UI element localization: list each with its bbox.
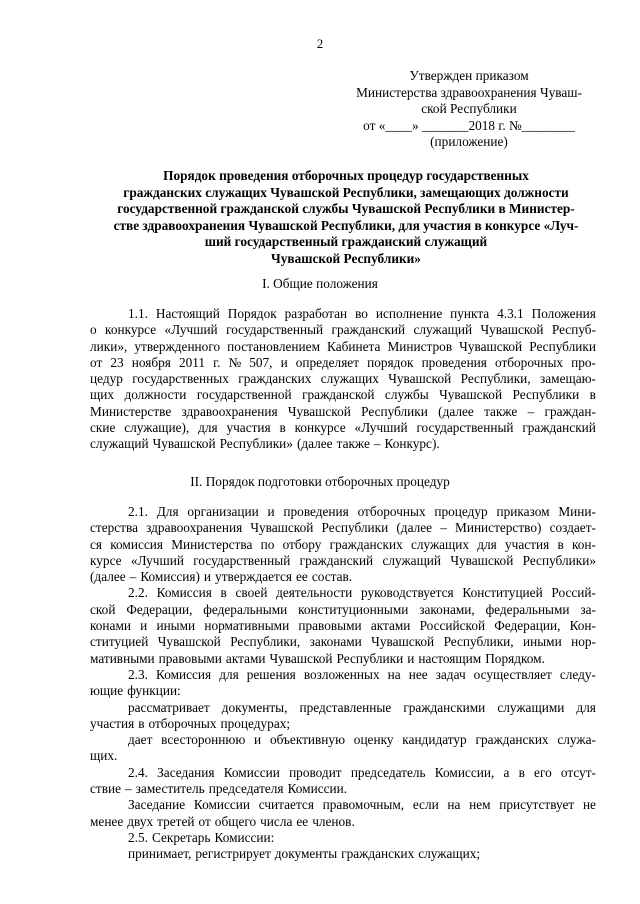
text-line: ющие функции: xyxy=(90,683,181,699)
text-line: щих должности государственной гражданской службы Чувашской Республики в xyxy=(90,387,596,403)
text-line: ституцией Чувашской Республики, законами Чувашской Республики, иными нор- xyxy=(90,634,596,650)
title-line: ший государственный гражданский служащий xyxy=(204,234,488,250)
section1-body xyxy=(90,306,596,453)
text-line: ствие – заместитель председателя Комиссии. xyxy=(90,781,348,797)
text-line: лики», утвержденного постановлением Кабинета Министров Чувашской Республики xyxy=(90,338,596,354)
approval-line: (приложение) xyxy=(430,134,508,149)
text-line: стерства здравоохранения Чувашской Республики (далее – Министерство) создает- xyxy=(90,520,596,536)
title-line: гражданских служащих Чувашской Республики, замещающих должности xyxy=(123,184,569,200)
text-line: мативными правовыми актами Чувашской Республики и настоящим Порядком. xyxy=(90,650,545,666)
text-line: ской Федерации, федеральными конституционными законами, федеральными за- xyxy=(90,601,596,617)
text-line: Заседание Комиссии считается правомочным, если на нем присутствует не xyxy=(128,797,596,813)
text-line: ские служащие), для участия в конкурсе «Лучший государственный гражданский xyxy=(90,420,596,436)
title-line: Порядок проведения отборочных процедур государственных xyxy=(163,168,529,183)
text-line: ся комиссия Министерства по отбору гражданских служащих для участия в кон- xyxy=(90,536,596,552)
text-line: курсе «Лучший государственный гражданский служащий Чувашской Республики» xyxy=(90,552,596,568)
section2-body xyxy=(90,504,596,863)
approval-line: ской Республики xyxy=(421,101,517,116)
section1-heading: I. Общие положения xyxy=(262,276,378,291)
text-line: менее двух третей от общего числа ее членов. xyxy=(90,813,355,829)
text-line: 2.2. Комиссия в своей деятельности руководствуется Конституцией Россий- xyxy=(128,585,596,601)
text-line: щих. xyxy=(90,748,118,764)
document-title xyxy=(96,168,596,268)
text-line: 2.4. Заседания Комиссии проводит председатель Комиссии, а в его отсут- xyxy=(128,764,596,780)
text-line: о конкурсе «Лучший государственный гражданский служащий Чувашской Респуб- xyxy=(90,322,596,338)
text-line: 2.3. Комиссия для решения возложенных на нее задач осуществляет следу- xyxy=(128,666,596,682)
text-line: участия в отборочных процедурах; xyxy=(90,715,291,731)
text-line: цедур государственных гражданских служащих Чувашской Республики, замещаю- xyxy=(90,371,596,387)
text-line: 2.5. Секретарь Комиссии: xyxy=(128,829,275,845)
text-line: служащий Чувашской Республики» (далее также – Конкурс). xyxy=(90,436,440,452)
text-line: от 23 ноября 2011 г. № 507, и определяет порядок проведения отборочных про- xyxy=(90,354,596,370)
text-line: Министерстве здравоохранения Чувашской Республики (далее также – граждан- xyxy=(90,403,596,419)
page-number: 2 xyxy=(316,36,324,51)
text-line: 2.1. Для организации и проведения отборочных процедур приказом Мини- xyxy=(128,504,596,519)
section2-heading: II. Порядок подготовки отборочных процедур xyxy=(190,474,450,489)
title-line: стве здравоохранения Чувашской Республики, для участия в конкурсе «Луч- xyxy=(113,217,579,233)
approval-line: от «____» _______2018 г. №________ xyxy=(363,117,575,133)
title-line: Чувашской Республики» xyxy=(271,250,421,266)
text-line: (далее – Комиссия) и утверждается ее состав. xyxy=(90,569,353,585)
text-line: рассматривает документы, представленные гражданскими служащими для xyxy=(128,699,596,715)
text-line: конами и иными нормативными правовыми актами Российской Федерации, Кон- xyxy=(90,618,596,634)
title-line: государственной гражданской службы Чувашской Республики в Министер- xyxy=(117,201,575,217)
text-line: принимает, регистрирует документы гражданских служащих; xyxy=(128,846,481,862)
approval-line: Министерства здравоохранения Чуваш- xyxy=(356,84,582,100)
approval-line: Утвержден приказом xyxy=(409,68,529,83)
approval-block xyxy=(340,68,598,151)
text-line: дает всестороннюю и объективную оценку кандидатур гражданских служа- xyxy=(128,732,596,748)
text-line: 1.1. Настоящий Порядок разработан во исполнение пункта 4.3.1 Положения xyxy=(128,306,596,321)
